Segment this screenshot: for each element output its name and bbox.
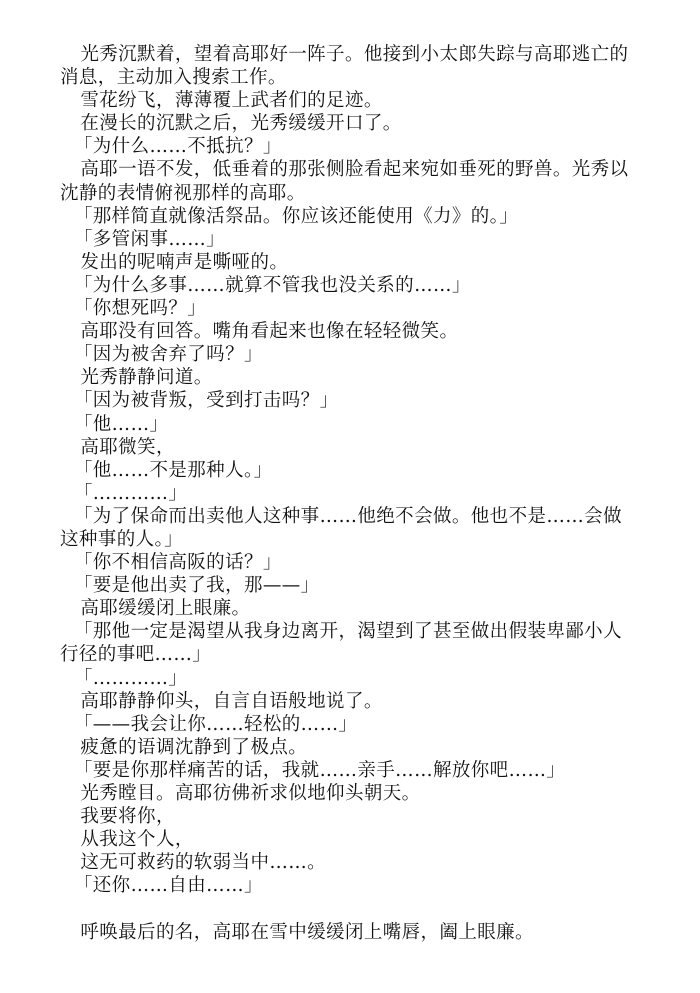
paragraph: 高耶静静仰头，自言自语般地说了。 xyxy=(80,690,383,712)
verse-line: 我要将你， xyxy=(80,806,175,828)
dialogue-line: 「为了保命而出卖他人这种事……他绝不会做。他也不是……会做这种事的人。」 xyxy=(60,505,622,550)
dialogue-line: 「为什么……不抵抗？」 xyxy=(73,136,282,158)
dialogue-line: 「因为被舍弃了吗？」 xyxy=(73,344,263,366)
paragraph: 高耶微笑， xyxy=(80,436,175,458)
paragraph: 高耶缓缓闭上眼廉。 xyxy=(80,598,251,620)
paragraph: 雪花纷飞，薄薄覆上武者们的足迹。 xyxy=(80,90,383,112)
verse-line: 这无可救药的软弱当中……。 xyxy=(80,852,327,874)
paragraph: 高耶一语不发，低垂着的那张侧脸看起来宛如垂死的野兽。光秀以沈静的表情俯视那样的高耶。 xyxy=(60,159,629,204)
verse-line: 从我这个人， xyxy=(80,829,194,851)
dialogue-line: 「要是你那样痛苦的话，我就……亲手……解放你吧……」 xyxy=(73,759,566,781)
paragraph: 发出的呢喃声是嘶哑的。 xyxy=(80,251,289,273)
dialogue-line: 「——我会让你……轻松的……」 xyxy=(73,713,358,735)
dialogue-line: 「…………」 xyxy=(73,667,188,689)
document-page xyxy=(60,43,630,944)
dialogue-line: 「他……不是那种人。」 xyxy=(73,459,273,481)
dialogue-line: 「还你……自由……」 xyxy=(73,875,263,897)
paragraph: 呼唤最后的名，高耶在雪中缓缓闭上嘴唇，阖上眼廉。 xyxy=(80,921,534,943)
dialogue-line: 「因为被背叛，受到打击吗？」 xyxy=(73,390,339,412)
dialogue-line: 「…………」 xyxy=(73,482,188,504)
paragraph: 光秀静静问道。 xyxy=(80,367,213,389)
dialogue-line: 「为什么多事……就算不管我也没关系的……」 xyxy=(73,274,471,296)
paragraph: 光秀瞠目。高耶彷佛祈求似地仰头朝天。 xyxy=(80,783,421,804)
dialogue-line: 「你不相信高阪的话？」 xyxy=(73,552,282,574)
dialogue-line: 「你想死吗？」 xyxy=(73,298,207,320)
paragraph: 疲惫的语调沈静到了极点。 xyxy=(80,736,308,758)
paragraph: 在漫长的沉默之后，光秀缓缓开口了。 xyxy=(80,113,402,135)
paragraph: 高耶没有回答。嘴角看起来也像在轻轻微笑。 xyxy=(80,321,459,343)
dialogue-line: 「那样简直就像活祭品。你应该还能使用《力》的。」 xyxy=(73,205,519,227)
dialogue-line: 「他……」 xyxy=(73,413,169,435)
dialogue-line: 「要是他出卖了我，那——」 xyxy=(73,575,320,597)
blank-line xyxy=(60,897,630,920)
dialogue-line: 「多管闲事……」 xyxy=(73,228,226,250)
dialogue-line: 「那他一定是渴望从我身边离开，渴望到了甚至做出假装卑鄙小人行径的事吧……」 xyxy=(60,621,622,666)
paragraph: 光秀沉默着，望着高耶好一阵子。他接到小太郎失踪与高耶逃亡的消息，主动加入搜索工作。 xyxy=(60,44,629,89)
